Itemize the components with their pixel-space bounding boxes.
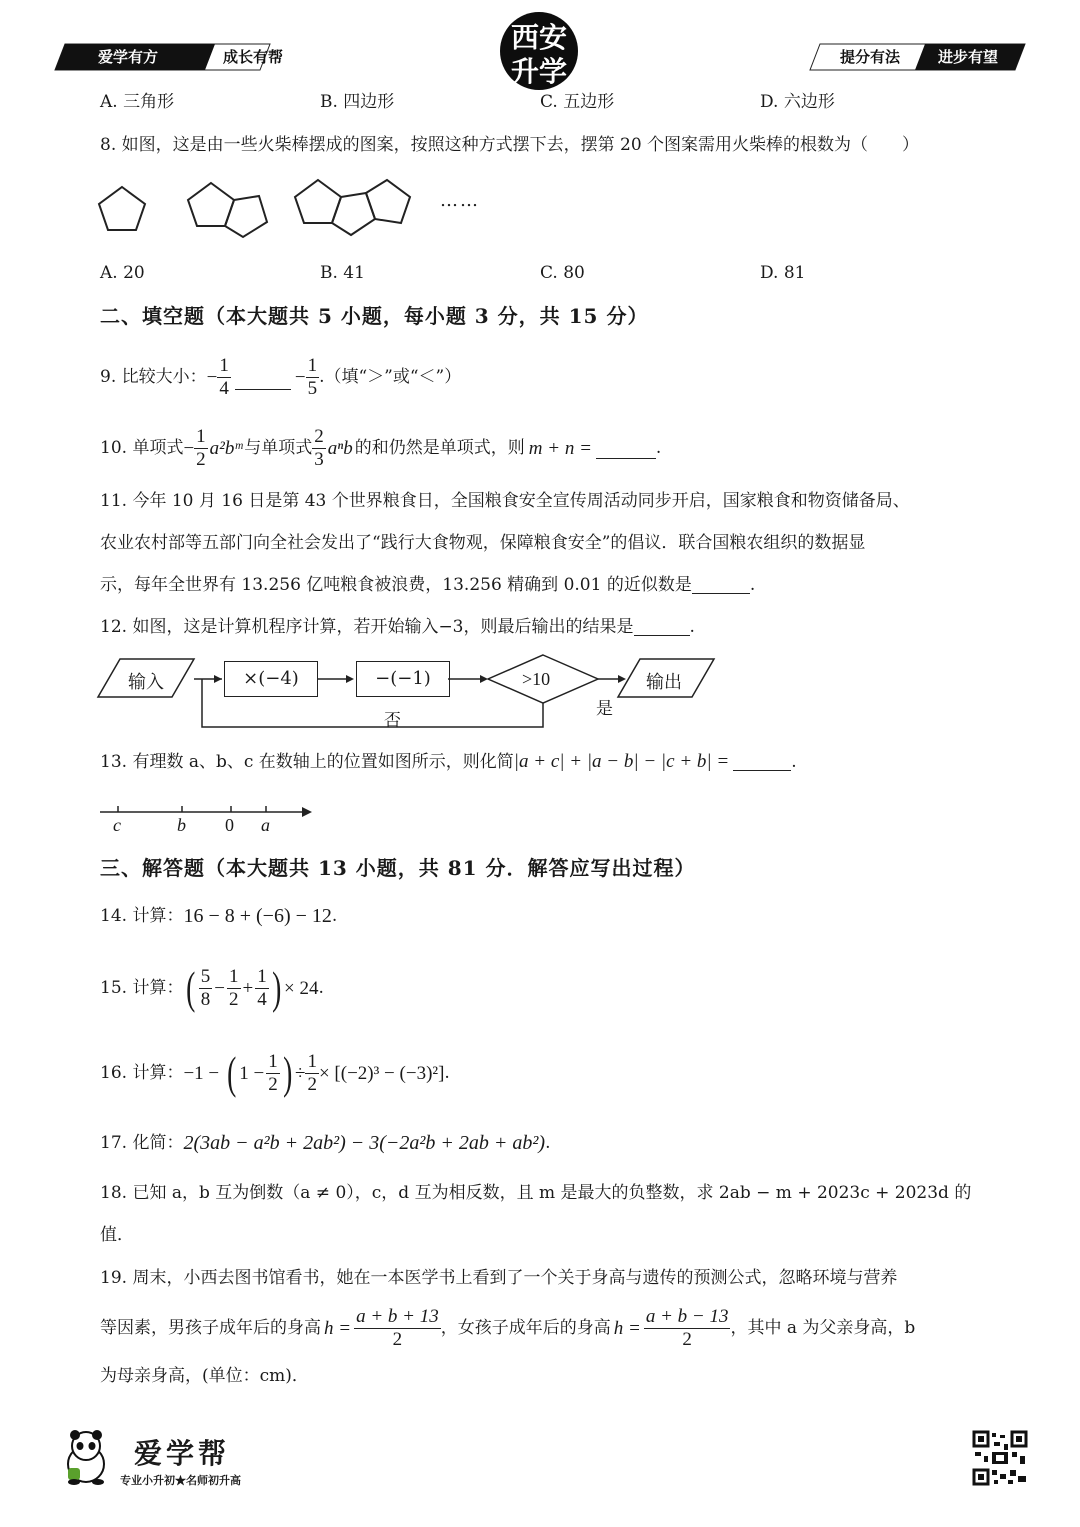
q11-line-3: [100, 577, 755, 594]
flow-output-label: 输出: [646, 672, 682, 693]
q16-inner: 1 −: [239, 1062, 265, 1084]
q13-number-line: [98, 802, 318, 822]
q7-option-b: B. 四边形: [320, 92, 395, 112]
q16-lparen: (: [226, 1047, 237, 1098]
q19-fraction-2: [644, 1306, 731, 1351]
q13-text: 13. 有理数 a、b、c 在数轴上的位置如图所示，则化简: [100, 752, 514, 772]
q16-prefix: 16. 计算：: [100, 1062, 184, 1083]
q10-suffix: 的和仍然是单项式，则: [354, 438, 525, 458]
banner-text-2: 成长有帮: [223, 48, 284, 66]
q17-expr: 2(3ab − a²b + 2ab²) − 3(−2a²b + 2ab + ab²): [183, 1132, 546, 1154]
q17-prefix: 17. 化简：: [100, 1132, 184, 1153]
q16-fraction-1: [266, 1051, 280, 1096]
flow-condition-label: >10: [522, 669, 551, 689]
banner-text-1: 爱学有方: [97, 48, 158, 66]
q7-option-d: D. 六边形: [760, 92, 835, 112]
q15-fraction-1: [199, 966, 213, 1011]
q16: [100, 1047, 450, 1099]
q9-f2-den: 5: [307, 378, 318, 399]
q17-end: .: [545, 1132, 551, 1153]
q17: [100, 1133, 550, 1153]
q13-blank[interactable]: [733, 754, 791, 771]
q16-f2-num: 1: [307, 1050, 317, 1072]
q19-line-1: 19. 周末，小西去图书馆看书，她在一本医学书上看到了一个关于身高与遗传的预测公式，忽略环境与营养: [100, 1268, 898, 1288]
footer-brand: 爱学帮: [134, 1437, 231, 1470]
logo: [500, 12, 578, 90]
qr-code-icon: [972, 1430, 1028, 1486]
q10-f1-den: 2: [196, 449, 206, 470]
q16-fraction-2: [305, 1051, 319, 1096]
header-right-banner: [810, 44, 1025, 70]
q12-blank[interactable]: [634, 619, 690, 636]
q8-pentagon-figures: [95, 175, 515, 255]
q13-question: [100, 752, 797, 771]
q15-op-2: +: [242, 977, 254, 999]
q9-f2-num: 1: [307, 355, 318, 376]
q19-f2-num: a + b − 13: [645, 1305, 729, 1327]
q10-f1-num: 1: [196, 426, 206, 447]
section-2-heading: 二、填空题（本大题共 5 小题，每小题 3 分，共 15 分）: [100, 304, 649, 328]
q9-prefix: 9. 比较大小：: [100, 367, 207, 387]
q19-f1-den: 2: [392, 1328, 403, 1350]
q14-expr: 16 − 8 + (−6) − 12: [183, 905, 332, 927]
q10-fraction-2: [312, 426, 326, 471]
q10-expr: m + n =: [528, 438, 592, 459]
flow-yes-label: 是: [596, 699, 613, 719]
axis-label-c: c: [113, 815, 121, 835]
q11-line-3-text: 示，每年全世界有 13.256 亿吨粮食被浪费，13.256 精确到 0.01 的近似数是: [100, 575, 692, 595]
q10-blank[interactable]: [596, 438, 656, 459]
banner-text-4: 进步有望: [937, 48, 998, 66]
q8-option-a: A. 20: [100, 263, 145, 283]
q8-option-c: C. 80: [540, 263, 585, 283]
q11-line-1: 11. 今年 10 月 16 日是第 43 个世界粮食日，全国粮食安全宣传周活动同步开启，国家粮食和物资储备局、: [100, 491, 910, 511]
logo-line2: 升学: [511, 55, 568, 88]
axis-label-b: b: [177, 815, 186, 835]
q14: [100, 906, 337, 926]
q15-lparen: (: [186, 962, 196, 1013]
pentagon-figure-3: [295, 180, 410, 235]
q18-line-1: 18. 已知 a，b 互为倒数（a ≠ 0），c，d 互为相反数，且 m 是最大的负整数，求 2ab − m + 2023c + 2023d 的: [100, 1183, 972, 1203]
q7-option-a: A. 三角形: [100, 92, 175, 112]
q19-fraction-1: [354, 1306, 441, 1351]
q15-rparen: ): [271, 962, 281, 1013]
q15-f3-num: 1: [257, 965, 267, 987]
q11-end: .: [749, 575, 756, 595]
q13-end: .: [791, 752, 797, 772]
q14-end: .: [331, 905, 338, 926]
q9-blank[interactable]: [235, 365, 291, 390]
q18-line-2: 值．: [100, 1225, 134, 1245]
q10: [100, 426, 661, 471]
flow-no-label: 否: [384, 711, 401, 731]
banner-text-3: 提分有法: [839, 48, 900, 66]
q14-prefix: 14. 计算：: [100, 905, 184, 926]
flow-input-label: 输入: [128, 672, 164, 693]
q19-line-3: 为母亲身高，(单位：cm)．: [100, 1366, 309, 1386]
header-left-banner: [55, 44, 284, 70]
q10-fraction-1: [194, 426, 208, 471]
flow-multiply-box: ×(−4): [224, 661, 318, 697]
q12-end: .: [689, 617, 695, 637]
q16-rparen: ): [282, 1047, 292, 1098]
section-3-heading: 三、解答题（本大题共 13 小题，共 81 分．解答应写出过程）: [100, 856, 696, 880]
q15-end: .: [318, 977, 324, 998]
pentagon-figure-1: [99, 187, 145, 230]
q11-blank[interactable]: [692, 577, 750, 594]
axis-label-0: 0: [225, 815, 234, 835]
q15-f2-den: 2: [229, 988, 239, 1010]
q19-f2-den: 2: [682, 1328, 692, 1350]
q15-tail: × 24: [284, 977, 319, 999]
q8-question: 8. 如图，这是由一些火柴棒摆成的图案，按照这种方式摆下去，摆第 20 个图案需用火柴棒的根数为（ ）: [100, 135, 920, 155]
q15: [100, 962, 324, 1014]
q8-option-b: B. 41: [320, 263, 365, 283]
q9-minus-2: −: [294, 367, 306, 388]
q19-h-2: h =: [613, 1317, 641, 1339]
q10-mid: 与单项式: [244, 438, 313, 458]
q9: [100, 355, 461, 400]
pentagon-figure-2: [188, 183, 267, 237]
q15-f1-num: 5: [200, 965, 211, 987]
q12-text: 12. 如图，这是计算机程序计算，若开始输入−3，则最后输出的结果是: [100, 617, 634, 637]
q9-suffix: .（填“＞”或“＜”）: [319, 367, 462, 387]
q9-f1-den: 4: [219, 378, 229, 399]
q11-line-2: 农业农村部等五部门向全社会发出了“践行大食物观，保障粮食安全”的倡议．联合国粮农组织的数据显: [100, 533, 866, 553]
panda-mascot-icon: [58, 1428, 114, 1486]
q19-line-2: [100, 1302, 915, 1354]
q8-ellipsis: ……: [440, 190, 480, 211]
q19-h-1: h =: [324, 1317, 352, 1339]
flow-subtract-box: −(−1): [356, 661, 450, 697]
logo-line1: 西安: [511, 21, 568, 54]
q9-fraction-2: [306, 355, 320, 400]
q15-fraction-2: [227, 966, 241, 1011]
q10-f2-den: 3: [314, 449, 324, 470]
q19-p2: ，女孩子成年后的身高: [440, 1317, 611, 1338]
q19-p3: ，其中 a 为父亲身高，b: [730, 1317, 916, 1338]
q12-question: [100, 619, 695, 636]
footer-slogan: 专业小升初★名师初升高: [120, 1474, 241, 1487]
q16-f2-den: 2: [307, 1073, 317, 1095]
q16-f1-num: 1: [268, 1050, 278, 1072]
q7-option-c: C. 五边形: [540, 92, 615, 112]
q9-minus-1: −: [206, 367, 218, 388]
q15-prefix: 15. 计算：: [100, 977, 184, 998]
q10-f2-num: 2: [314, 426, 324, 447]
q16-tail: × [(−2)³ − (−3)²]: [318, 1062, 445, 1084]
q10-minus: −: [183, 438, 195, 459]
q10-end: .: [655, 438, 662, 458]
q15-f1-den: 8: [200, 988, 211, 1010]
q16-end: .: [444, 1062, 450, 1083]
q15-fraction-3: [255, 966, 269, 1011]
q16-div: ÷: [295, 1062, 306, 1084]
q10-term-1: a²bᵐ: [209, 438, 243, 459]
axis-label-a: a: [261, 815, 270, 835]
q19-p1: 等因素，男孩子成年后的身高: [100, 1317, 321, 1338]
q19-f1-num: a + b + 13: [356, 1305, 439, 1327]
q8-option-d: D. 81: [760, 263, 806, 283]
q16-head: −1 −: [183, 1062, 224, 1084]
q10-term-2: aⁿb: [327, 438, 353, 459]
q16-f1-den: 2: [268, 1073, 278, 1095]
q15-op-1: −: [214, 977, 225, 999]
q15-f2-num: 1: [229, 965, 239, 987]
q15-f3-den: 4: [257, 988, 267, 1010]
q10-prefix: 10. 单项式: [100, 438, 184, 458]
q13-expr: |a + c| + |a − b| − |c + b| =: [513, 751, 730, 772]
q9-f1-num: 1: [219, 355, 229, 376]
q9-fraction-1: [217, 355, 231, 400]
